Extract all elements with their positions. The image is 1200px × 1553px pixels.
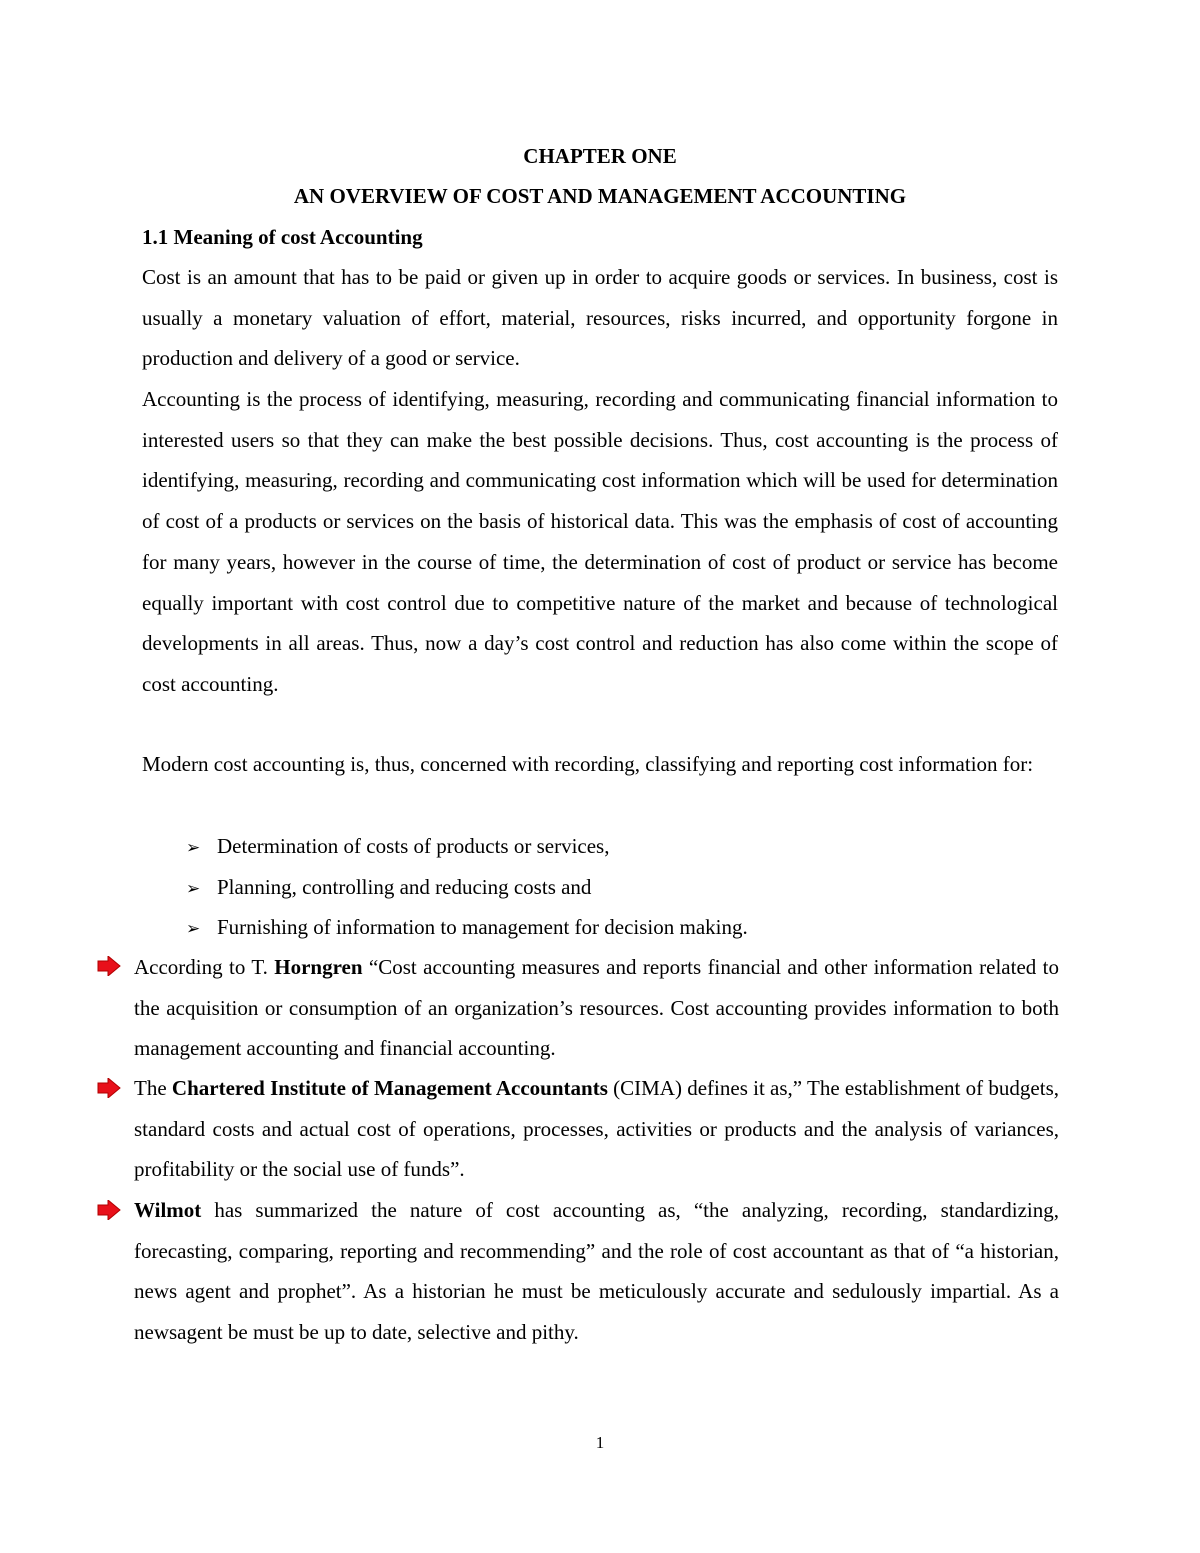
list-item-text: Furnishing of information to management for decision making. — [217, 915, 748, 939]
quote-text: has summarized the nature of cost accounting as, “the analyzing, recording, standardizing, forecasting, comparing, reporting and recommending” and the role of cost accountant as that of “a historian, news agent and prophet”. As a historian he must be meticulously accurate and sedulously impartial. As a newsagent be must be up to date, selective and pithy. — [134, 1198, 1059, 1345]
quote-wilmot — [134, 1190, 1059, 1353]
author-name: Chartered Institute of Management Accountants — [171, 1076, 608, 1100]
quote-horngren — [134, 947, 1059, 1069]
section-heading: 1.1 Meaning of cost Accounting — [142, 225, 423, 249]
list-item — [186, 875, 591, 901]
quote-text: (CIMA) defines it as,” The establishment of budgets, standard costs and actual cost of operations, processes, activities or products and the analysis of variances, profitability or the social use of funds”. — [134, 1076, 1059, 1182]
list-item-text: Determination of costs of products or services, — [217, 834, 610, 858]
list-item-text: Planning, controlling and reducing costs and — [217, 875, 592, 899]
author-name: Wilmot — [134, 1198, 202, 1222]
chapter-subtitle: AN OVERVIEW OF COST AND MANAGEMENT ACCOUNTING — [293, 184, 907, 208]
chapter-title: CHAPTER ONE — [523, 144, 677, 168]
list-item — [186, 915, 748, 941]
paragraph-cost-definition: Cost is an amount that has to be paid or given up in order to acquire goods or services. In business, cost is usually a monetary valuation of effort, material, resources, risks incurred, and opportunity forgone in production and delivery of a good or service. — [142, 265, 1058, 371]
arrowhead-bullet-icon: ➢ — [186, 879, 201, 899]
red-arrow-icon — [97, 1078, 121, 1098]
red-arrow-icon — [97, 956, 121, 976]
quote-text: “Cost accounting measures and reports financial and other information related to the acquisition or consumption of an organization’s resources. Cost accounting provides information to both management accounting and financial accounting. — [134, 955, 1060, 1061]
quote-lead: According to T. — [134, 955, 275, 979]
quote-lead: The — [134, 1076, 172, 1100]
page-number: 1 — [595, 1433, 605, 1452]
red-arrow-icon — [97, 1200, 121, 1220]
author-name: Horngren — [274, 955, 363, 979]
paragraph-accounting-definition: Accounting is the process of identifying, measuring, recording and communicating financial information to interested users so that they can make the best possible decisions. Thus, cost accounting is the process of identifying, measuring, recording and communicating cost information which will be used for determination of cost of a products or services on the basis of historical data. This was the emphasis of cost of accounting for many years, however in the course of time, the determination of cost of product or service has become equally important with cost control due to competitive nature of the market and because of technological developments in all areas. Thus, now a day’s cost control and reduction has also come within the scope of cost accounting. — [142, 387, 1058, 696]
quote-cima — [134, 1068, 1059, 1190]
arrowhead-bullet-icon: ➢ — [186, 838, 201, 858]
arrowhead-bullet-icon: ➢ — [186, 919, 201, 939]
paragraph-modern-cost-accounting: Modern cost accounting is, thus, concerned with recording, classifying and reporting cost information for: — [142, 752, 1034, 776]
list-item — [186, 834, 609, 860]
